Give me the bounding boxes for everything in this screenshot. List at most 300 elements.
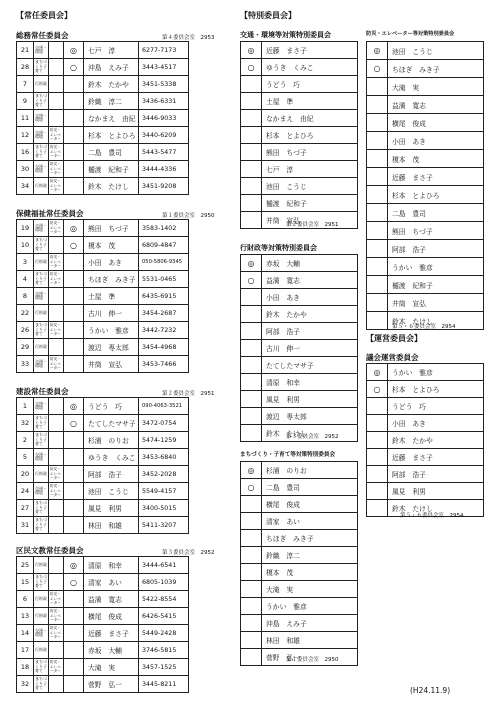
member-row xyxy=(17,356,189,373)
position-mark xyxy=(241,547,262,564)
second-committee-tag xyxy=(49,110,64,127)
phone-number: 6435-6915 xyxy=(139,288,189,305)
member-row xyxy=(241,408,358,425)
member-row xyxy=(241,255,358,272)
member-row xyxy=(17,339,189,356)
second-committee-tag xyxy=(49,93,64,110)
second-committee-tag xyxy=(49,432,64,449)
member-name: 鈴木 たけし xyxy=(262,425,358,442)
second-committee-tag: 防災・エレベーター xyxy=(49,161,64,178)
committee-table-kensetsu xyxy=(16,397,189,534)
position-mark xyxy=(241,374,262,391)
member-name: 阿部 浩子 xyxy=(388,466,484,483)
position-mark xyxy=(367,294,388,312)
second-committee-tag: 防災・エレベーター xyxy=(49,591,64,608)
phone-number: 6426-5415 xyxy=(139,608,189,625)
member-row xyxy=(17,288,189,305)
position-mark xyxy=(241,513,262,530)
member-name: 榎本 茂 xyxy=(84,237,139,254)
position-mark xyxy=(241,323,262,340)
member-name: 鈴木 たかや xyxy=(84,76,139,93)
special-committee-tag: 交通・環境 xyxy=(34,625,49,642)
second-committee-tag: 防災・エレベーター xyxy=(49,608,64,625)
member-row xyxy=(17,271,189,288)
member-name: 赤坂 大輔 xyxy=(262,255,358,272)
position-mark: ○ xyxy=(64,59,84,76)
member-row xyxy=(367,449,484,466)
committee-title: 区民文教常任委員会 xyxy=(16,546,84,555)
member-row xyxy=(17,93,189,110)
member-row xyxy=(241,289,358,306)
seat-number: 20 xyxy=(17,466,34,483)
special-committee-tag: 行財政 xyxy=(34,608,49,625)
member-row xyxy=(367,258,484,276)
position-mark: ○ xyxy=(241,479,262,496)
position-mark xyxy=(64,356,84,373)
member-name: 近藤 まさ子 xyxy=(388,449,484,466)
member-name: 林田 和雄 xyxy=(84,517,139,534)
member-name: 榎本 茂 xyxy=(388,150,484,168)
member-row xyxy=(17,220,189,237)
position-mark: ◎ xyxy=(64,42,84,59)
member-name: 横尾 俊成 xyxy=(84,608,139,625)
second-committee-tag: 防災・エレベーター xyxy=(49,178,64,195)
position-mark xyxy=(367,449,388,466)
phone-number: 5422-8554 xyxy=(139,591,189,608)
position-mark xyxy=(241,564,262,581)
special-committee-tag: まちづくり子育て xyxy=(34,59,49,76)
position-mark xyxy=(64,254,84,271)
position-mark xyxy=(367,483,388,500)
member-row xyxy=(241,59,358,76)
position-mark xyxy=(64,676,84,693)
seat-number: 26 xyxy=(17,322,34,339)
phone-number: 3583-1402 xyxy=(139,220,189,237)
position-mark xyxy=(64,110,84,127)
member-name: 風見 利男 xyxy=(388,483,484,500)
special-header: 【特別委員会】 xyxy=(240,11,296,20)
member-row xyxy=(17,466,189,483)
member-name: 大滝 実 xyxy=(262,581,358,598)
phone-number: 3451-5338 xyxy=(139,76,189,93)
position-mark xyxy=(367,240,388,258)
member-name: なかまえ 由紀 xyxy=(84,110,139,127)
second-committee-tag xyxy=(49,339,64,356)
member-name: ちほぎ みき子 xyxy=(262,530,358,547)
position-mark xyxy=(64,466,84,483)
member-name: 鈴織 淳二 xyxy=(262,547,358,564)
member-name: ゆうき くみこ xyxy=(84,449,139,466)
position-mark xyxy=(367,432,388,449)
member-row xyxy=(367,150,484,168)
position-mark: ○ xyxy=(241,59,262,76)
position-mark xyxy=(367,398,388,415)
second-committee-tag xyxy=(49,642,64,659)
committee-title: 交通・環境等対策特別委員会 xyxy=(240,31,331,39)
phone-number: 3446-9033 xyxy=(139,110,189,127)
member-name: 七戸 淳 xyxy=(84,42,139,59)
member-name: 赤坂 大輔 xyxy=(84,642,139,659)
member-row xyxy=(17,322,189,339)
seat-number: 34 xyxy=(17,178,34,195)
special-committee-tag: まちづくり子育て xyxy=(34,659,49,676)
member-name: 井筒 宣弘 xyxy=(262,212,358,229)
phone-number: 3453-7466 xyxy=(139,356,189,373)
second-committee-tag: 防災・エレベーター xyxy=(49,659,64,676)
member-name: 近藤 まさ子 xyxy=(262,42,358,59)
member-name: たてしたマサ子 xyxy=(262,357,358,374)
member-row xyxy=(241,178,358,195)
member-row xyxy=(17,483,189,500)
special-committee-tag: まちづくり子育て xyxy=(34,93,49,110)
special-committee-tag: 行財政 xyxy=(34,305,49,322)
member-name: 鈴木 たかや xyxy=(262,306,358,323)
position-mark xyxy=(241,76,262,93)
phone-number: 5531-0465 xyxy=(139,271,189,288)
position-mark xyxy=(64,288,84,305)
committee-table-kotsu xyxy=(240,41,358,229)
seat-number: 16 xyxy=(17,144,34,161)
special-committee-tag: 行財政 xyxy=(34,178,49,195)
member-row xyxy=(241,93,358,110)
seat-number: 32 xyxy=(17,676,34,693)
member-name: 小田 あき xyxy=(388,132,484,150)
second-committee-tag: 防災・エレベーター xyxy=(49,483,64,500)
second-committee-tag xyxy=(49,42,64,59)
phone-number: 050-5806-9345 xyxy=(139,254,189,271)
phone-number: 3457-1525 xyxy=(139,659,189,676)
position-mark xyxy=(64,178,84,195)
seat-number: 21 xyxy=(17,42,34,59)
member-row xyxy=(367,96,484,114)
member-name: 二島 豊司 xyxy=(262,479,358,496)
seat-number: 18 xyxy=(17,659,34,676)
member-row xyxy=(241,479,358,496)
special-committee-tag: 交通・環境 xyxy=(34,288,49,305)
member-name: 小田 あき xyxy=(388,415,484,432)
member-row xyxy=(367,132,484,150)
second-committee-tag xyxy=(49,557,64,574)
member-name: 益満 寛志 xyxy=(262,272,358,289)
position-mark xyxy=(64,642,84,659)
position-mark xyxy=(367,204,388,222)
special-committee-tag: 行財政 xyxy=(34,557,49,574)
member-name: 池田 こうじ xyxy=(388,42,484,60)
member-name: 鈴織 淳二 xyxy=(84,93,139,110)
special-committee-tag: 行財政 xyxy=(34,76,49,93)
phone-number: 3746-5815 xyxy=(139,642,189,659)
second-committee-tag xyxy=(49,398,64,415)
position-mark xyxy=(64,500,84,517)
phone-number: 3444-6541 xyxy=(139,557,189,574)
member-row xyxy=(367,186,484,204)
position-mark: ○ xyxy=(367,60,388,78)
position-mark xyxy=(241,357,262,374)
position-mark xyxy=(367,168,388,186)
member-name: 二島 豊司 xyxy=(388,204,484,222)
member-row xyxy=(241,195,358,212)
committee-room: 第３委員会室 2952 xyxy=(286,434,339,440)
position-mark xyxy=(241,581,262,598)
seat-number: 9 xyxy=(17,93,34,110)
member-row xyxy=(367,432,484,449)
phone-number: 5449-2428 xyxy=(139,625,189,642)
standing-header: 【常任委員会】 xyxy=(16,11,72,20)
position-mark xyxy=(64,659,84,676)
member-row xyxy=(17,659,189,676)
member-name: 七戸 淳 xyxy=(262,161,358,178)
member-row xyxy=(367,240,484,258)
member-row xyxy=(17,608,189,625)
second-committee-tag xyxy=(49,517,64,534)
steering-header: 【運営委員会】 xyxy=(366,334,422,343)
position-mark xyxy=(241,649,262,666)
member-name: うかい 雅彦 xyxy=(388,258,484,276)
member-row xyxy=(241,272,358,289)
special-committee-tag: 行財政 xyxy=(34,254,49,271)
position-mark: ○ xyxy=(64,237,84,254)
position-mark xyxy=(64,608,84,625)
second-committee-tag: 防災・エレベーター xyxy=(49,254,64,271)
member-row xyxy=(367,415,484,432)
member-row xyxy=(241,632,358,649)
position-mark xyxy=(241,496,262,513)
member-name: 土屋 準 xyxy=(262,93,358,110)
member-name: 杉浦 のりお xyxy=(84,432,139,449)
member-name: 沖島 えみ子 xyxy=(262,615,358,632)
member-row xyxy=(241,144,358,161)
phone-number: 3454-4968 xyxy=(139,339,189,356)
special-committee-tag: 交通・環境 xyxy=(34,110,49,127)
member-name: 清原 和幸 xyxy=(262,374,358,391)
member-name: 二島 豊司 xyxy=(84,144,139,161)
member-name: うどう 巧 xyxy=(84,398,139,415)
member-name: 小田 あき xyxy=(262,289,358,306)
committee-table-gyouzai xyxy=(240,254,358,442)
position-mark xyxy=(64,93,84,110)
member-name: 林田 和雄 xyxy=(262,632,358,649)
position-mark xyxy=(64,271,84,288)
member-name: 井筒 宣弘 xyxy=(84,356,139,373)
seat-number: 10 xyxy=(17,237,34,254)
member-row xyxy=(241,340,358,357)
seat-number: 28 xyxy=(17,59,34,76)
second-committee-tag: 防災・エレベーター xyxy=(49,466,64,483)
special-committee-tag: 交通・環境 xyxy=(34,483,49,500)
member-row xyxy=(241,374,358,391)
second-committee-tag xyxy=(49,676,64,693)
member-row xyxy=(17,42,189,59)
phone-number: 3400-5015 xyxy=(139,500,189,517)
member-name: 菅野 弘一 xyxy=(262,649,358,666)
position-mark xyxy=(64,144,84,161)
position-mark xyxy=(367,78,388,96)
member-name: 近藤 まさ子 xyxy=(84,625,139,642)
member-name: 益満 寛志 xyxy=(84,591,139,608)
position-mark: ◎ xyxy=(241,255,262,272)
member-row xyxy=(367,364,484,381)
member-row xyxy=(17,415,189,432)
phone-number: 3442-7232 xyxy=(139,322,189,339)
position-mark xyxy=(241,408,262,425)
seat-number: 5 xyxy=(17,449,34,466)
member-name: 樋渡 紀和子 xyxy=(84,161,139,178)
member-row xyxy=(367,222,484,240)
committee-room: 第５・６委員会室 2954 xyxy=(392,324,456,330)
position-mark xyxy=(241,615,262,632)
member-row xyxy=(17,127,189,144)
seat-number: 17 xyxy=(17,642,34,659)
special-committee-tag: 交通・環境 xyxy=(34,127,49,144)
member-row xyxy=(241,496,358,513)
member-row xyxy=(17,676,189,693)
member-name: 杉本 とよひろ xyxy=(84,127,139,144)
position-mark: ○ xyxy=(367,381,388,398)
second-committee-tag: 防災・エレベーター xyxy=(49,625,64,642)
member-name: 横尾 俊成 xyxy=(262,496,358,513)
phone-number: 6277-7173 xyxy=(139,42,189,59)
member-name: 熊田 ちづ子 xyxy=(388,222,484,240)
position-mark xyxy=(367,114,388,132)
position-mark xyxy=(367,415,388,432)
member-row xyxy=(17,76,189,93)
position-mark xyxy=(64,591,84,608)
member-name: 清家 あい xyxy=(84,574,139,591)
phone-number: 3453-6840 xyxy=(139,449,189,466)
member-row xyxy=(241,581,358,598)
member-row xyxy=(367,204,484,222)
position-mark xyxy=(64,127,84,144)
member-name: 鈴木 たかや xyxy=(388,432,484,449)
seat-number: 25 xyxy=(17,557,34,574)
seat-number: 24 xyxy=(17,483,34,500)
member-row xyxy=(241,513,358,530)
phone-number: 3451-9208 xyxy=(139,178,189,195)
member-name: ゆうき くみこ xyxy=(262,59,358,76)
position-mark: ◎ xyxy=(367,42,388,60)
member-name: 杉浦 のりお xyxy=(262,462,358,479)
seat-number: 30 xyxy=(17,161,34,178)
member-row xyxy=(367,294,484,312)
position-mark xyxy=(64,483,84,500)
seat-number: 29 xyxy=(17,339,34,356)
phone-number: 6809-4847 xyxy=(139,237,189,254)
member-row xyxy=(367,466,484,483)
second-committee-tag: 防災・エレベーター xyxy=(49,144,64,161)
committee-title: 保健福祉常任委員会 xyxy=(16,209,84,218)
member-row xyxy=(17,254,189,271)
member-name: うかい 雅彦 xyxy=(84,322,139,339)
position-mark: ○ xyxy=(64,574,84,591)
seat-number: 33 xyxy=(17,356,34,373)
special-committee-tag: まちづくり子育て xyxy=(34,144,49,161)
special-committee-tag: 交通・環境 xyxy=(34,356,49,373)
seat-number: 31 xyxy=(17,517,34,534)
committee-title: 防災・エレベーター等対策特別委員会 xyxy=(366,31,455,37)
member-name: 阿部 浩子 xyxy=(84,466,139,483)
committee-room: 第１委員会室 2950 xyxy=(162,213,215,219)
member-name: 熊田 ちづ子 xyxy=(262,144,358,161)
committee-title: 行財政等対策特別委員会 xyxy=(240,244,317,252)
committee-title: 総務常任委員会 xyxy=(16,31,69,40)
second-committee-tag: 防災・エレベーター xyxy=(49,356,64,373)
position-mark xyxy=(241,212,262,229)
member-row xyxy=(241,306,358,323)
position-mark xyxy=(241,391,262,408)
position-mark xyxy=(241,110,262,127)
member-name: 井筒 宣弘 xyxy=(388,294,484,312)
phone-number: 3444-4336 xyxy=(139,161,189,178)
special-committee-tag: 行財政 xyxy=(34,591,49,608)
member-name: 榎本 茂 xyxy=(262,564,358,581)
member-row xyxy=(17,398,189,415)
special-committee-tag: まちづくり子育て xyxy=(34,271,49,288)
second-committee-tag xyxy=(49,500,64,517)
position-mark xyxy=(64,517,84,534)
member-row xyxy=(367,60,484,78)
member-row xyxy=(17,59,189,76)
position-mark xyxy=(241,144,262,161)
seat-number: 19 xyxy=(17,220,34,237)
member-row xyxy=(241,598,358,615)
member-name: 大滝 実 xyxy=(388,78,484,96)
member-name: 近藤 まさ子 xyxy=(388,168,484,186)
member-row xyxy=(367,114,484,132)
special-committee-tag: まちづくり子育て xyxy=(34,415,49,432)
member-name: 風見 利男 xyxy=(84,500,139,517)
committee-table-kumin xyxy=(16,556,189,693)
position-mark: ◎ xyxy=(64,398,84,415)
position-mark xyxy=(241,425,262,442)
member-name: 樋渡 紀和子 xyxy=(388,276,484,294)
position-mark xyxy=(367,132,388,150)
special-committee-tag: まちづくり子育て xyxy=(34,432,49,449)
second-committee-tag: 防災・エレベーター xyxy=(49,127,64,144)
committee-room: 第２委員会室 2951 xyxy=(286,222,339,228)
seat-number: 27 xyxy=(17,500,34,517)
member-row xyxy=(17,305,189,322)
member-name: ちほぎ みき子 xyxy=(388,60,484,78)
member-name: 渡辺 専太郎 xyxy=(262,408,358,425)
member-row xyxy=(241,547,358,564)
position-mark xyxy=(367,276,388,294)
second-committee-tag xyxy=(49,305,64,322)
position-mark xyxy=(241,340,262,357)
member-row xyxy=(241,357,358,374)
committee-table-hoken xyxy=(16,219,189,373)
member-name: 土屋 準 xyxy=(84,288,139,305)
member-name: 池田 こうじ xyxy=(84,483,139,500)
committee-title: まちづくり・子育て等対策特別委員会 xyxy=(240,452,336,458)
special-committee-tag: まちづくり子育て xyxy=(34,517,49,534)
member-name: 沖島 えみ子 xyxy=(84,59,139,76)
member-name: 池田 こうじ xyxy=(262,178,358,195)
phone-number: 5443-5477 xyxy=(139,144,189,161)
member-row xyxy=(241,462,358,479)
position-mark xyxy=(64,76,84,93)
member-name: 阿部 浩子 xyxy=(388,240,484,258)
phone-number: 3440-6209 xyxy=(139,127,189,144)
phone-number: 5474-1259 xyxy=(139,432,189,449)
member-row xyxy=(17,557,189,574)
member-name: 清原 和幸 xyxy=(84,557,139,574)
position-mark xyxy=(241,289,262,306)
seat-number: 14 xyxy=(17,625,34,642)
member-row xyxy=(241,161,358,178)
member-row xyxy=(17,161,189,178)
position-mark: ◎ xyxy=(64,220,84,237)
member-row xyxy=(367,42,484,60)
